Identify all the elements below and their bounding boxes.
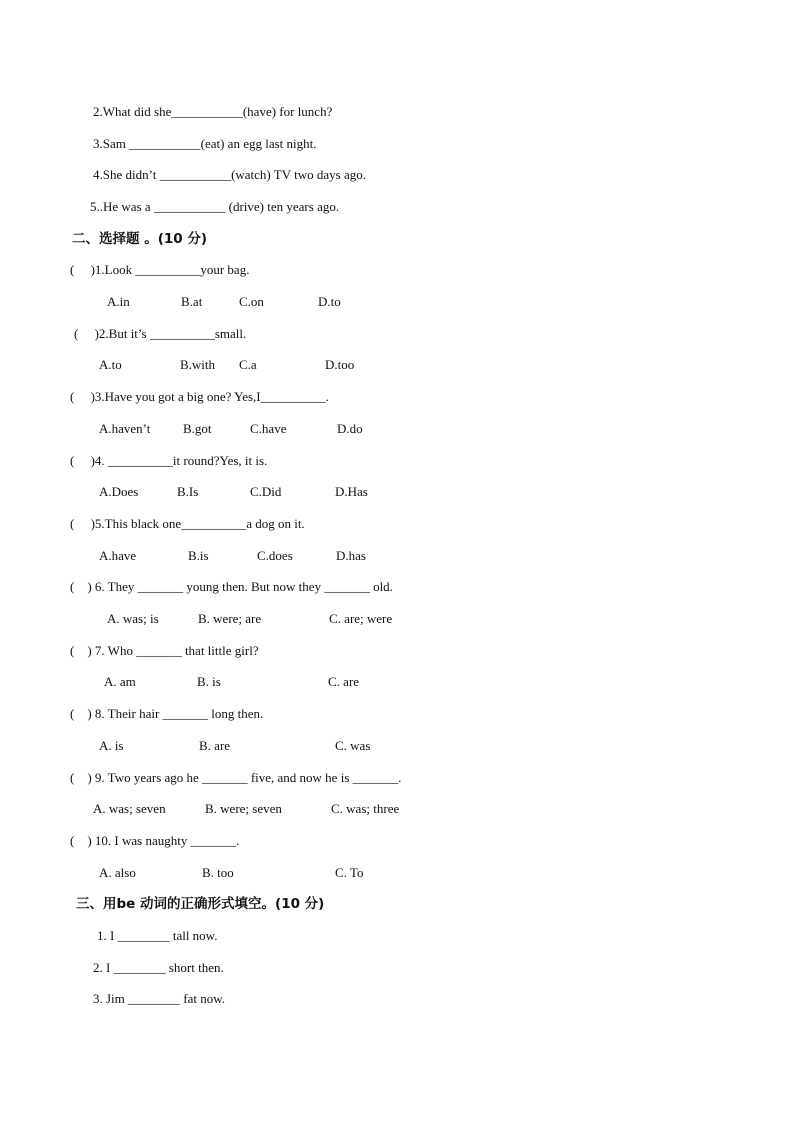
option-2c: C.a (239, 357, 257, 372)
question-8: ( ) 8. Their hair _______ long then. (70, 706, 264, 721)
section-title-be-verb: 三、用be 动词的正确形式填空。(10 分) (76, 896, 325, 912)
option-9c: C. was; three (331, 801, 400, 816)
option-4b: B.Is (177, 484, 199, 499)
option-4a: A.Does (99, 484, 139, 499)
be-item-2: 2. I ________ short then. (93, 960, 224, 975)
option-10c: C. To (335, 865, 364, 880)
fill-item-5: 5..He was a ___________ (drive) ten years ago. (90, 199, 340, 214)
option-1a: A.in (107, 294, 130, 309)
fill-item-4: 4.She didn’t ___________(watch) TV two days ago. (93, 167, 366, 182)
option-3a: A.haven’t (99, 421, 151, 436)
option-6c: C. are; were (329, 611, 393, 626)
option-7b: B. is (197, 674, 221, 689)
option-7a: A. am (104, 674, 136, 689)
option-2a: A.to (99, 357, 122, 372)
option-3c: C.have (250, 421, 287, 436)
option-9b: B. were; seven (205, 801, 282, 816)
option-5b: B.is (188, 548, 209, 563)
question-2: ( )2.But it’s __________small. (74, 326, 247, 341)
fill-item-3: 3.Sam ___________(eat) an egg last night. (93, 136, 317, 151)
option-1c: C.on (239, 294, 264, 309)
question-3: ( )3.Have you got a big one? Yes,I__________. (70, 389, 329, 404)
be-item-1: 1. I ________ tall now. (97, 928, 218, 943)
option-8b: B. are (199, 738, 231, 753)
option-7c: C. are (328, 674, 360, 689)
question-10: ( ) 10. I was naughty _______. (70, 833, 240, 848)
question-6: ( ) 6. They _______ young then. But now they _______ old. (70, 579, 393, 594)
option-10b: B. too (202, 865, 234, 880)
option-2d: D.too (325, 357, 355, 372)
be-item-3: 3. Jim ________ fat now. (93, 991, 226, 1006)
option-1b: B.at (181, 294, 203, 309)
option-9a: A. was; seven (93, 801, 166, 816)
question-7: ( ) 7. Who _______ that little girl? (70, 643, 259, 658)
question-5: ( )5.This black one__________a dog on it. (70, 516, 305, 531)
option-1d: D.to (318, 294, 341, 309)
option-5c: C.does (257, 548, 293, 563)
section-title-choice: 二、选择题 。(10 分) (72, 231, 208, 247)
option-6a: A. was; is (107, 611, 159, 626)
option-3b: B.got (183, 421, 212, 436)
option-4d: D.Has (335, 484, 368, 499)
question-9: ( ) 9. Two years ago he _______ five, and now he is _______. (70, 770, 402, 785)
option-5d: D.has (336, 548, 366, 563)
option-6b: B. were; are (198, 611, 262, 626)
option-5a: A.have (99, 548, 137, 563)
option-2b: B.with (180, 357, 216, 372)
option-3d: D.do (337, 421, 363, 436)
option-4c: C.Did (250, 484, 282, 499)
question-1: ( )1.Look __________your bag. (70, 262, 250, 277)
fill-item-2: 2.What did she___________(have) for lunch? (93, 104, 333, 119)
question-4: ( )4. __________it round?Yes, it is. (70, 453, 268, 468)
option-10a: A. also (99, 865, 136, 880)
option-8c: C. was (335, 738, 371, 753)
option-8a: A. is (99, 738, 124, 753)
